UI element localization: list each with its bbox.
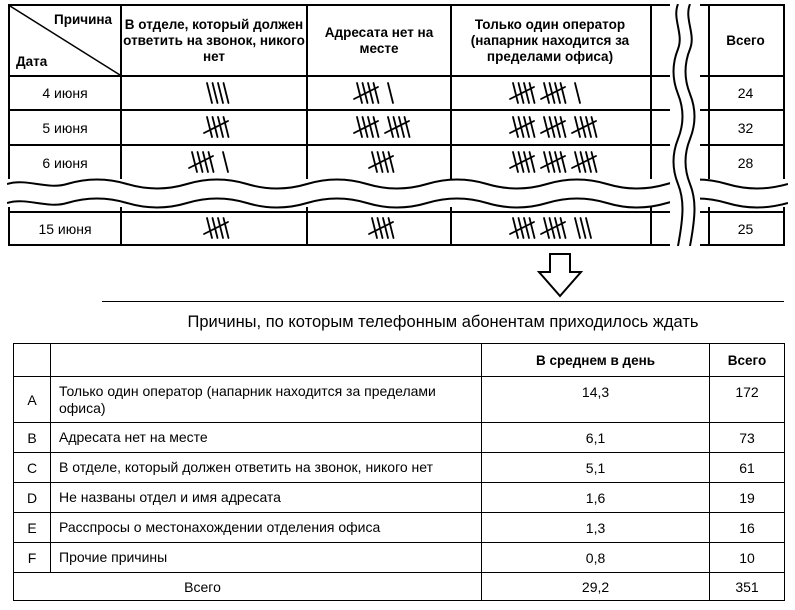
tally-stroke bbox=[555, 152, 560, 172]
tally-stroke bbox=[389, 152, 394, 172]
tally-stroke bbox=[372, 152, 377, 172]
tally-stroke bbox=[203, 152, 208, 172]
tally-stroke bbox=[544, 83, 549, 103]
tally-stroke bbox=[586, 152, 591, 172]
tally-stroke bbox=[218, 83, 223, 103]
tally-mark-group bbox=[201, 80, 231, 106]
tally-stroke bbox=[530, 117, 535, 137]
tally-stroke bbox=[524, 117, 529, 137]
row-reason: Расспросы о местонахождении отделения офиса bbox=[51, 513, 482, 543]
tally-stroke bbox=[207, 83, 212, 103]
row-date: 5 июня bbox=[42, 119, 88, 136]
header-avg: В среднем в день bbox=[482, 344, 710, 377]
tally-stroke bbox=[207, 117, 212, 137]
tally-stroke bbox=[368, 117, 373, 137]
tally-stroke bbox=[513, 83, 518, 103]
tally-stroke bbox=[399, 117, 404, 137]
tally-stroke bbox=[383, 152, 388, 172]
table-row bbox=[14, 377, 785, 423]
tally-stroke bbox=[524, 83, 529, 103]
tally-stroke bbox=[561, 218, 566, 238]
row-total: 61 bbox=[710, 453, 785, 483]
row-reason: Прочие причины bbox=[51, 543, 482, 573]
down-arrow-icon bbox=[536, 252, 584, 298]
tally-stroke bbox=[218, 218, 223, 238]
tally-mark-group bbox=[507, 149, 599, 175]
tally-stroke bbox=[224, 117, 229, 137]
tally-stroke bbox=[555, 117, 560, 137]
row-total: 32 bbox=[737, 119, 754, 136]
tally-mark-group bbox=[507, 215, 599, 241]
row-avg: 1,3 bbox=[482, 513, 710, 543]
col-header-total: Всего bbox=[726, 33, 765, 48]
tally-mark-group bbox=[186, 149, 247, 175]
row-avg: 5,1 bbox=[482, 453, 710, 483]
tally-stroke bbox=[388, 83, 393, 103]
tally-stroke bbox=[224, 218, 229, 238]
tally-stroke bbox=[373, 83, 378, 103]
tally-stroke bbox=[218, 117, 223, 137]
row-reason: В отделе, который должен ответить на звонок, никого нет bbox=[51, 453, 482, 483]
tally-stroke bbox=[530, 218, 535, 238]
tally-stroke bbox=[373, 117, 378, 137]
row-letter: F bbox=[14, 543, 51, 573]
corner-reason-label: Причина bbox=[54, 12, 113, 27]
table-row bbox=[14, 513, 785, 543]
tally-stroke bbox=[544, 152, 549, 172]
tally-stroke bbox=[575, 83, 580, 103]
row-total: 172 bbox=[710, 377, 785, 423]
col-header-addressee-absent: Адресата нет на месте bbox=[324, 25, 434, 56]
total-row bbox=[14, 573, 785, 601]
row-avg: 1,6 bbox=[482, 483, 710, 513]
col-header-dept-empty: В отделе, который должен ответить на звонок, никого нет bbox=[123, 17, 305, 64]
title-rule bbox=[102, 301, 784, 302]
tally-stroke bbox=[524, 218, 529, 238]
row-letter: C bbox=[14, 453, 51, 483]
row-reason: Не названы отдел и имя адресата bbox=[51, 483, 482, 513]
row-date: 15 июня bbox=[38, 220, 92, 237]
tally-stroke bbox=[581, 218, 586, 238]
tally-stroke bbox=[213, 83, 218, 103]
tally-mark-group bbox=[366, 149, 396, 175]
row-letter: D bbox=[14, 483, 51, 513]
header-blank-letter bbox=[14, 344, 51, 377]
corner-date-label: Дата bbox=[16, 54, 48, 69]
table-row bbox=[14, 543, 785, 573]
tally-table bbox=[8, 4, 785, 246]
tally-stroke bbox=[224, 83, 229, 103]
table-row bbox=[14, 453, 785, 483]
row-total: 24 bbox=[737, 85, 754, 101]
row-avg: 0,8 bbox=[482, 543, 710, 573]
tally-stroke bbox=[372, 218, 377, 238]
row-avg: 14,3 bbox=[482, 377, 710, 423]
tally-mark-group bbox=[351, 114, 412, 140]
row-total: 25 bbox=[737, 220, 754, 237]
row-avg: 6,1 bbox=[482, 423, 710, 453]
tally-stroke bbox=[192, 152, 197, 172]
header-blank-reason bbox=[51, 344, 482, 377]
row-date: 4 июня bbox=[42, 85, 88, 101]
tally-stroke bbox=[592, 117, 597, 137]
tally-stroke bbox=[513, 117, 518, 137]
tally-stroke bbox=[555, 83, 560, 103]
tally-stroke bbox=[524, 152, 529, 172]
summary-table bbox=[13, 343, 785, 601]
row-total: 16 bbox=[710, 513, 785, 543]
tally-stroke bbox=[389, 218, 394, 238]
tally-stroke bbox=[592, 152, 597, 172]
tally-stroke bbox=[530, 83, 535, 103]
tally-stroke bbox=[357, 83, 362, 103]
row-reason: Адресата нет на месте bbox=[51, 423, 482, 453]
tally-stroke bbox=[544, 117, 549, 137]
row-reason: Только один оператор (напарник находится за пределами офиса) bbox=[51, 377, 482, 423]
row-total: 28 bbox=[737, 154, 754, 171]
total-sum: 351 bbox=[710, 573, 785, 601]
tally-mark-group bbox=[351, 80, 412, 106]
tally-stroke bbox=[544, 218, 549, 238]
tally-stroke bbox=[530, 152, 535, 172]
row-total: 73 bbox=[710, 423, 785, 453]
row-letter: B bbox=[14, 423, 51, 453]
tally-stroke bbox=[404, 117, 409, 137]
row-date: 6 июня bbox=[42, 154, 88, 171]
tally-stroke bbox=[513, 218, 518, 238]
tally-stroke bbox=[586, 117, 591, 137]
tally-stroke bbox=[586, 218, 591, 238]
total-avg: 29,2 bbox=[482, 573, 710, 601]
row-total: 19 bbox=[710, 483, 785, 513]
tally-mark-group bbox=[366, 215, 396, 241]
tally-stroke bbox=[223, 152, 228, 172]
table-row bbox=[14, 423, 785, 453]
tally-stroke bbox=[207, 218, 212, 238]
tally-stroke bbox=[575, 218, 580, 238]
tally-stroke bbox=[561, 117, 566, 137]
col-header-one-operator: Только один оператор (напарник находится за пределами офиса) bbox=[470, 17, 630, 64]
tally-mark-group bbox=[507, 80, 599, 106]
tally-mark-group bbox=[507, 114, 599, 140]
tally-stroke bbox=[388, 117, 393, 137]
tally-stroke bbox=[208, 152, 213, 172]
tally-stroke bbox=[561, 152, 566, 172]
row-letter: A bbox=[14, 377, 51, 423]
row-letter: E bbox=[14, 513, 51, 543]
tally-stroke bbox=[575, 152, 580, 172]
table-row bbox=[14, 483, 785, 513]
tally-stroke bbox=[368, 83, 373, 103]
tally-stroke bbox=[383, 218, 388, 238]
tally-stroke bbox=[561, 83, 566, 103]
tally-stroke bbox=[555, 218, 560, 238]
header-total: Всего bbox=[710, 344, 785, 377]
summary-title: Причины, по которым телефонным абонентам приходилось ждать bbox=[187, 313, 699, 331]
tally-stroke bbox=[575, 117, 580, 137]
total-label: Всего bbox=[14, 573, 482, 601]
tally-stroke bbox=[513, 152, 518, 172]
tally-stroke bbox=[357, 117, 362, 137]
row-total: 10 bbox=[710, 543, 785, 573]
column-break-lines bbox=[665, 4, 705, 246]
tally-mark-group bbox=[201, 215, 231, 241]
tally-mark-group bbox=[201, 114, 231, 140]
